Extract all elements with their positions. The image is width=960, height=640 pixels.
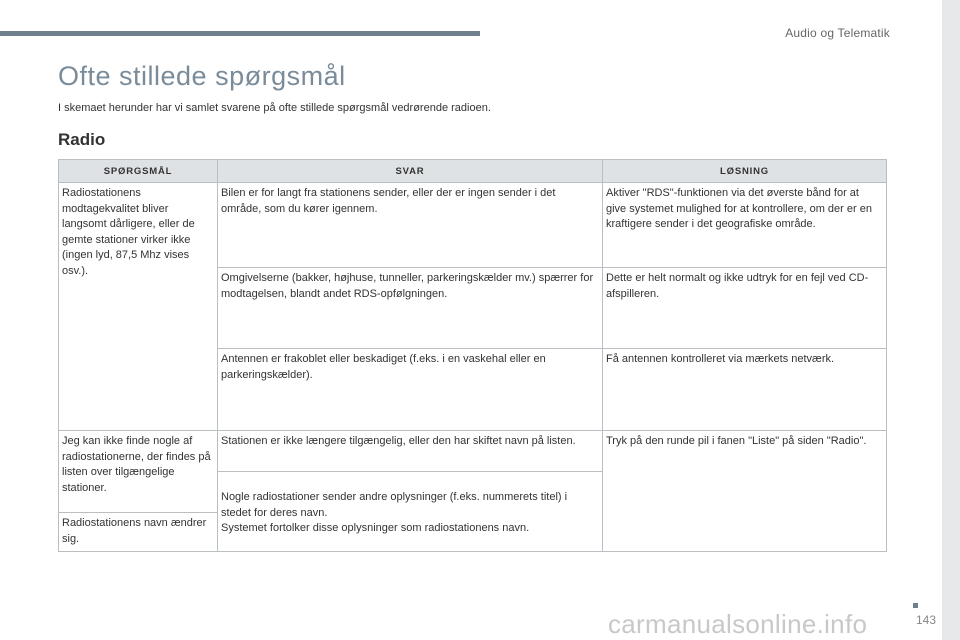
section-header: Audio og Telematik [785, 26, 890, 40]
subheading-radio: Radio [58, 130, 106, 149]
answer-cell: Bilen er for langt fra stationens sender, eller der er ingen sender i det område, som du kører igennem. [218, 183, 603, 268]
solution-cell: Få antennen kontrolleret via mærkets netværk. [603, 349, 887, 431]
answer-line: Systemet fortolker disse oplysninger som radiostationens navn. [221, 522, 530, 534]
question-cell: Radiostationens navn ændrer sig. [59, 513, 218, 552]
answer-cell: Antennen er frakoblet eller beskadiget (f.eks. i en vaskehal eller en parkeringskælder). [218, 349, 603, 431]
intro-text: I skemaet herunder har vi samlet svarene på ofte stillede spørgsmål vedrørende radioen. [58, 102, 491, 114]
page-title: Ofte stillede spørgsmål [58, 61, 346, 91]
header-rule [0, 31, 480, 36]
solution-cell: Dette er helt normalt og ikke udtryk for en fejl ved CD-afspilleren. [603, 268, 887, 349]
answer-cell: Omgivelserne (bakker, højhuse, tunneller, parkeringskælder mv.) spærrer for modtagelsen, blandt andet RDS-opfølgningen. [218, 268, 603, 349]
answer-cell: Stationen er ikke længere tilgængelig, eller den har skiftet navn på listen. [218, 431, 603, 472]
answer-cell [218, 472, 603, 552]
question-cell: Radiostationens modtagekvalitet bliver langsomt dårligere, eller de gemte stationer virker ikke (ingen lyd, 87,5 Mhz vises osv.). [59, 183, 218, 431]
table-row [59, 431, 887, 472]
question-cell: Jeg kan ikke finde nogle af radiostationerne, der findes på listen over tilgængelige stationer. [59, 431, 218, 513]
page-marker [913, 603, 918, 608]
table-header-row [59, 160, 887, 183]
table-row [59, 183, 887, 268]
solution-cell: Aktiver "RDS"-funktionen via det øverste bånd for at give systemet mulighed for at kontrollere, om der er en kraftigere sender i det geografiske område. [603, 183, 887, 268]
solution-cell: Tryk på den runde pil i fanen "Liste" på siden "Radio". [603, 431, 887, 552]
column-header-answer: SVAR [218, 160, 603, 183]
column-header-solution: LØSNING [603, 160, 887, 183]
faq-table [58, 159, 887, 552]
answer-line: Nogle radiostationer sender andre oplysninger (f.eks. nummerets titel) i stedet for deres navn. [221, 491, 568, 519]
page-edge-stripe [942, 0, 960, 640]
column-header-question: SPØRGSMÅL [59, 160, 218, 183]
watermark: carmanualsonline.info [608, 609, 868, 639]
page-number: 143 [915, 613, 936, 627]
